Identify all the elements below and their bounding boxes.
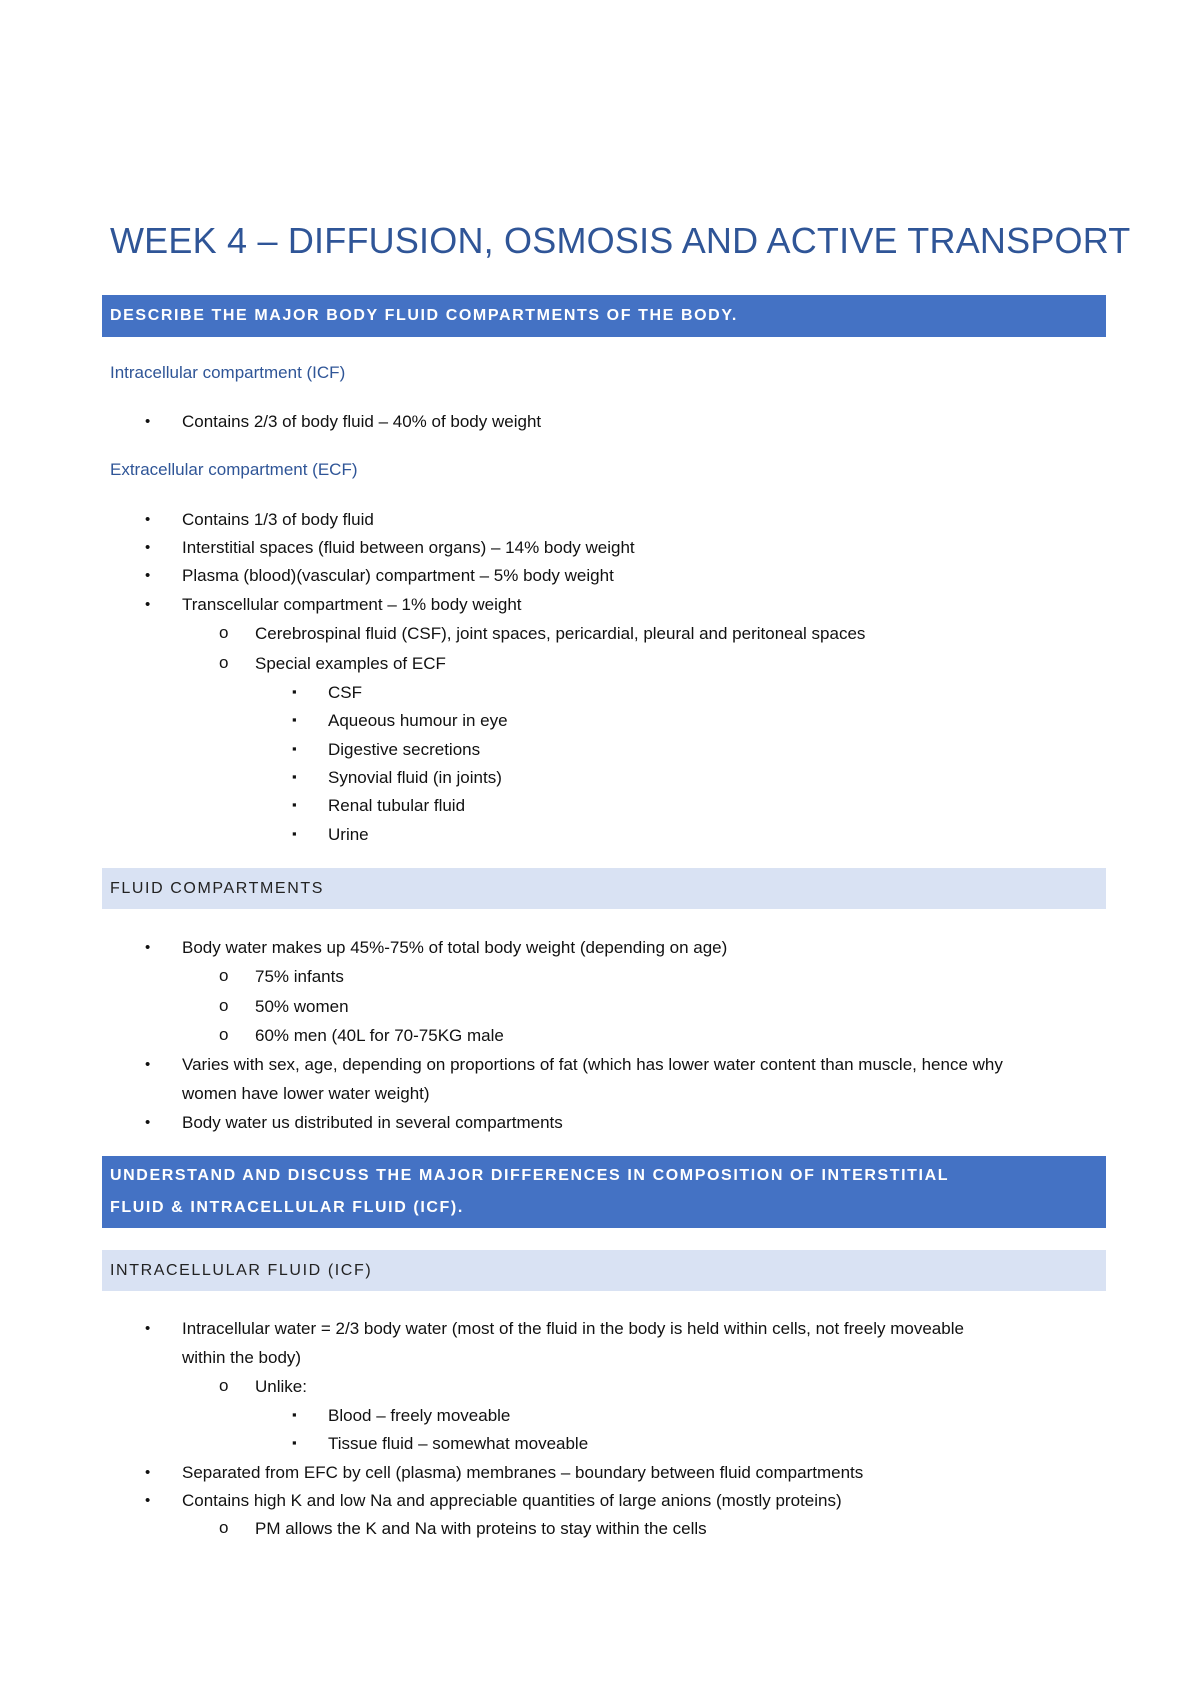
list-item: o Unlike: [255,1372,1105,1401]
bullet-icon: o [219,966,229,985]
bullet-icon: o [219,1376,229,1395]
bullet-icon: • [145,939,151,956]
subheading-icf: Intracellular compartment (ICF) [110,363,346,382]
bullet-icon: • [145,1114,151,1131]
list-item: • Plasma (blood)(vascular) compartment – 5% body weight [182,561,1102,590]
page-title: WEEK 4 – DIFFUSION, OSMOSIS AND ACTIVE TRANSPORT [110,220,1131,261]
list-item: ▪ Urine [328,820,1108,849]
list-item: • Intracellular water = 2/3 body water (most of the fluid in the body is held within cells, not freely moveable within the body) [182,1314,1102,1372]
section-heading-composition-differences: UNDERSTAND AND DISCUSS THE MAJOR DIFFERENCES IN COMPOSITION OF INTERSTITIAL FLUID & INTRACELLULAR FLUID (ICF). [102,1156,1106,1228]
bullet-icon: o [219,996,229,1015]
list-item: • Body water us distributed in several compartments [182,1108,1102,1137]
list-item: ▪ Synovial fluid (in joints) [328,763,1108,792]
bullet-icon: o [219,1025,229,1044]
bullet-icon: ▪ [292,826,297,841]
bullet-icon: • [145,1320,151,1337]
bullet-icon: • [145,1056,151,1073]
list-item: • Interstitial spaces (fluid between organs) – 14% body weight [182,533,1102,562]
list-item: • Contains 2/3 of body fluid – 40% of body weight [182,407,1102,436]
bullet-icon: • [145,1492,151,1509]
bullet-icon: ▪ [292,1407,297,1422]
bullet-icon: • [145,413,151,430]
bullet-icon: • [145,1464,151,1481]
list-item: • Transcellular compartment – 1% body weight [182,590,1102,619]
list-item: ▪ Aqueous humour in eye [328,706,1108,735]
list-item: o 50% women [255,992,1105,1021]
bullet-icon: o [219,653,229,672]
subheading-ecf: Extracellular compartment (ECF) [110,460,358,479]
bullet-icon: o [219,1518,229,1537]
bullet-icon: • [145,596,151,613]
bullet-icon: ▪ [292,741,297,756]
section-heading-body-fluid-compartments: DESCRIBE THE MAJOR BODY FLUID COMPARTMENTS OF THE BODY. [102,295,1106,337]
bullet-icon: o [219,623,229,642]
list-item: o Cerebrospinal fluid (CSF), joint spaces, pericardial, pleural and peritoneal spaces [255,619,1105,648]
subsection-heading-icf: INTRACELLULAR FLUID (ICF) [102,1250,1106,1291]
list-item: ▪ Tissue fluid – somewhat moveable [328,1429,1108,1458]
list-item: • Varies with sex, age, depending on proportions of fat (which has lower water content than muscle, hence why women have lower water weight) [182,1050,1102,1108]
bullet-icon: • [145,539,151,556]
bullet-icon: • [145,511,151,528]
list-item: • Contains 1/3 of body fluid [182,505,1102,534]
list-item: • Body water makes up 45%-75% of total body weight (depending on age) [182,933,1102,962]
bullet-icon: ▪ [292,769,297,784]
bullet-icon: ▪ [292,1435,297,1450]
list-item: o Special examples of ECF [255,649,1105,678]
list-item: • Contains high K and low Na and appreciable quantities of large anions (mostly proteins) [182,1486,1102,1515]
list-item: ▪ Renal tubular fluid [328,791,1108,820]
section-heading-fluid-compartments: FLUID COMPARTMENTS [102,868,1106,909]
list-item: o 75% infants [255,962,1105,991]
list-item: • Separated from EFC by cell (plasma) membranes – boundary between fluid compartments [182,1458,1102,1487]
bullet-icon: • [145,567,151,584]
list-item: o PM allows the K and Na with proteins to stay within the cells [255,1514,1105,1543]
list-item: ▪ Digestive secretions [328,735,1108,764]
list-item: o 60% men (40L for 70-75KG male [255,1021,1105,1050]
bullet-icon: ▪ [292,797,297,812]
bullet-icon: ▪ [292,712,297,727]
list-item: ▪ Blood – freely moveable [328,1401,1108,1430]
list-item: ▪ CSF [328,678,1108,707]
bullet-icon: ▪ [292,684,297,699]
